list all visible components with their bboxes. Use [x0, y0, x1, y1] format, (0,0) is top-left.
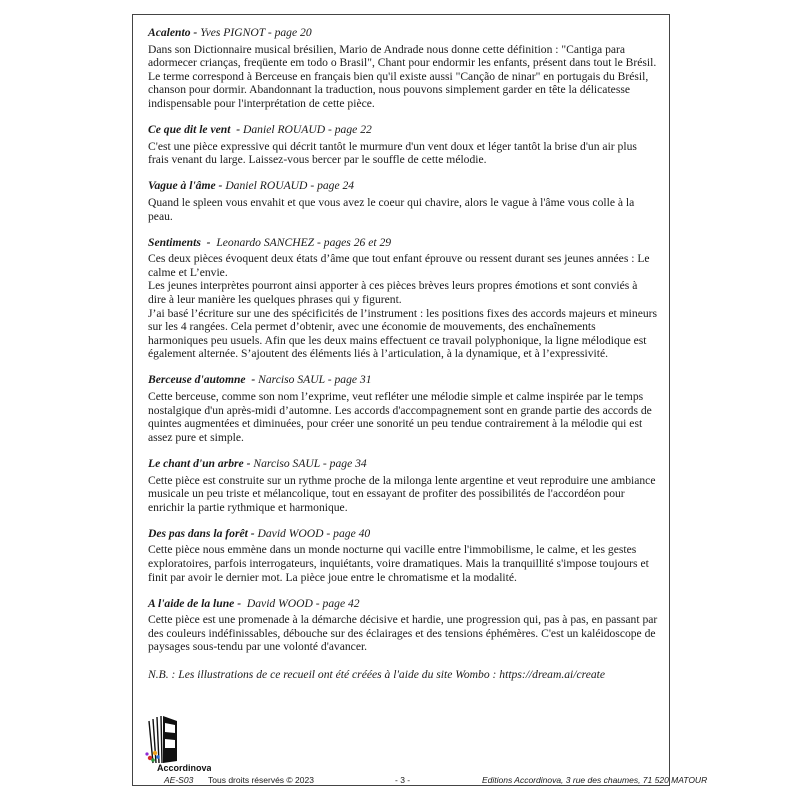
paragraph: J’ai basé l’écriture sur une des spécificités de l’instrument : les positions fixes des accords majeurs et mineurs sur les 4 rangées. Cela permet d’obtenir, avec une économie de mouvements, des enchaînements harmoniques peu usuels. Afin que les deux mains effectuent ce travail polyphonique, la ligne mélodique est également alternée. S’ajoutent des éléments liés à l’articulation, à la dynamique, et à l’expressivité.: [148, 306, 658, 361]
piece-title: Ce que dit le vent: [148, 123, 231, 137]
piece-author: David WOOD - page 40: [257, 526, 371, 540]
section-acalento: [148, 26, 658, 111]
section-le-chant-d-un-arbre: [148, 457, 658, 514]
piece-title: Sentiments: [148, 235, 201, 249]
piece-author: David WOOD - page 42: [246, 596, 360, 610]
accordion-logo-icon: [141, 713, 211, 773]
piece-author: Narciso SAUL - page 31: [258, 373, 372, 387]
piece-title: A l'aide de la lune: [148, 596, 235, 610]
section-heading: Des pas dans la forêt - David WOOD - page 40: [148, 526, 371, 540]
section-heading: Le chant d'un arbre - Narciso SAUL - page 34: [148, 456, 367, 470]
section-sentiments: [148, 236, 658, 361]
section-vague-a-l-ame: [148, 179, 658, 223]
section-heading: Berceuse d'automne - Narciso SAUL - page 31: [148, 373, 372, 387]
paragraph: Quand le spleen vous envahit et que vous avez le coeur qui chavire, alors le vague à l'âme vous colle à la peau.: [148, 195, 635, 223]
piece-author: Daniel ROUAUD - page 24: [225, 179, 355, 193]
illustrations-note: N.B. : Les illustrations de ce recueil ont été créées à l'aide du site Wombo : https://dream.ai/create: [148, 668, 606, 682]
section-berceuse-d-automne: [148, 373, 658, 444]
paragraph: Cette pièce nous emmène dans un monde nocturne qui vacille entre l'immobilisme, le calme, et les gestes exploratoires, parfois interrogateurs, inquiétants, voire dramatiques. Mais la tranquillité s'impose toujours et finit par avoir le dernier mot. La pièce joue entre le chromatisme et la modalité.: [148, 543, 649, 584]
section-heading: A l'aide de la lune - David WOOD - page 42: [148, 596, 360, 610]
piece-title: Des pas dans la forêt: [148, 526, 248, 540]
piece-author: Yves PIGNOT - page 20: [200, 26, 312, 39]
piece-author: Leonardo SANCHEZ - pages 26 et 29: [216, 235, 392, 249]
section-a-l-aide-de-la-lune: [148, 597, 658, 654]
content: [148, 26, 658, 682]
logo-text: Accordinova: [157, 763, 211, 773]
piece-title: Vague à l'âme: [148, 179, 216, 193]
piece-author: Narciso SAUL - page 34: [253, 456, 367, 470]
footer-rights: Tous droits réservés © 2023: [208, 775, 314, 785]
paragraph: C'est une pièce expressive qui décrit tantôt le murmure d'un vent doux et léger tantôt la brise d'un air plus frais venant du large. Laissez-vous bercer par le souffle de cette mélodie.: [148, 139, 637, 167]
piece-title: Le chant d'un arbre: [148, 456, 244, 470]
section-heading: Acalento - Yves PIGNOT - page 20: [148, 26, 312, 39]
footer-code: AE-S03: [164, 775, 194, 785]
footer-publisher: Editions Accordinova, 3 rue des chaumes, 71 520 MATOUR: [482, 775, 708, 785]
section-des-pas-dans-la-foret: [148, 527, 658, 584]
paragraph: Cette pièce est une promenade à la démarche décisive et hardie, une progression qui, pas à pas, en passant par des couleurs indéfinissables, débouche sur des éclairages et des tensions éphémères. C'est un kaléidoscope de paysages sous-tendu par une volonté d'avancer.: [148, 613, 658, 654]
paragraph: Cette berceuse, comme son nom l’exprime, veut refléter une mélodie simple et calme inspirée par le temps nostalgique d'un après-midi d’automne. Les accords d'accompagnement sont en grande partie des accords de quintes augmentées et diminuées, pour créer une sonorité un peu tendue contrairement à la mélodie qui est assez pure et simple.: [148, 390, 652, 444]
section-heading: Vague à l'âme - Daniel ROUAUD - page 24: [148, 179, 355, 193]
paragraph: Dans son Dictionnaire musical brésilien, Mario de Andrade nous donne cette définition : "Cantiga para adormecer crianças, freqüente em todo o Brasil", Chant pour endormir les enfants, présent dans tout le Brésil. Le terme correspond à Berceuse en français bien qu'il existe aussi "Canção de ninar" en portugais du Brésil, chanson pour dormir. Abandonnant la traduction, nous pouvons simplement garder en tête la délicatesse indispensable pour l'interprétation de cette pièce.: [148, 42, 657, 110]
accordinova-logo: [141, 713, 211, 773]
piece-title: Acalento: [148, 26, 191, 39]
paragraph: Cette pièce est construite sur un rythme proche de la milonga lente argentine et veut reproduire une ambiance musicale un peu triste et mélancolique, tout en essayant de profiter des possibilités de l'accordéon pour enrichir la partie rythmique et harmonique.: [148, 473, 656, 514]
section-heading: Sentiments - Leonardo SANCHEZ - pages 26 et 29: [148, 235, 392, 249]
page-number: - 3 -: [395, 775, 411, 785]
piece-title: Berceuse d'automne: [148, 373, 246, 387]
piece-author: Daniel ROUAUD - page 22: [243, 123, 372, 137]
paragraph: Les jeunes interprètes pourront ainsi apporter à ces pièces brèves leurs propres émotions et sont conviés à dire à leur manière les quelques phrases qui y figurent.: [148, 279, 638, 306]
section-heading: Ce que dit le vent - Daniel ROUAUD - page 22: [148, 123, 372, 137]
paragraph: Ces deux pièces évoquent deux états d’âme que tout enfant éprouve ou ressent durant ses jeunes années : Le calme et L’envie.: [148, 252, 650, 279]
section-ce-que-dit-le-vent: [148, 123, 658, 167]
